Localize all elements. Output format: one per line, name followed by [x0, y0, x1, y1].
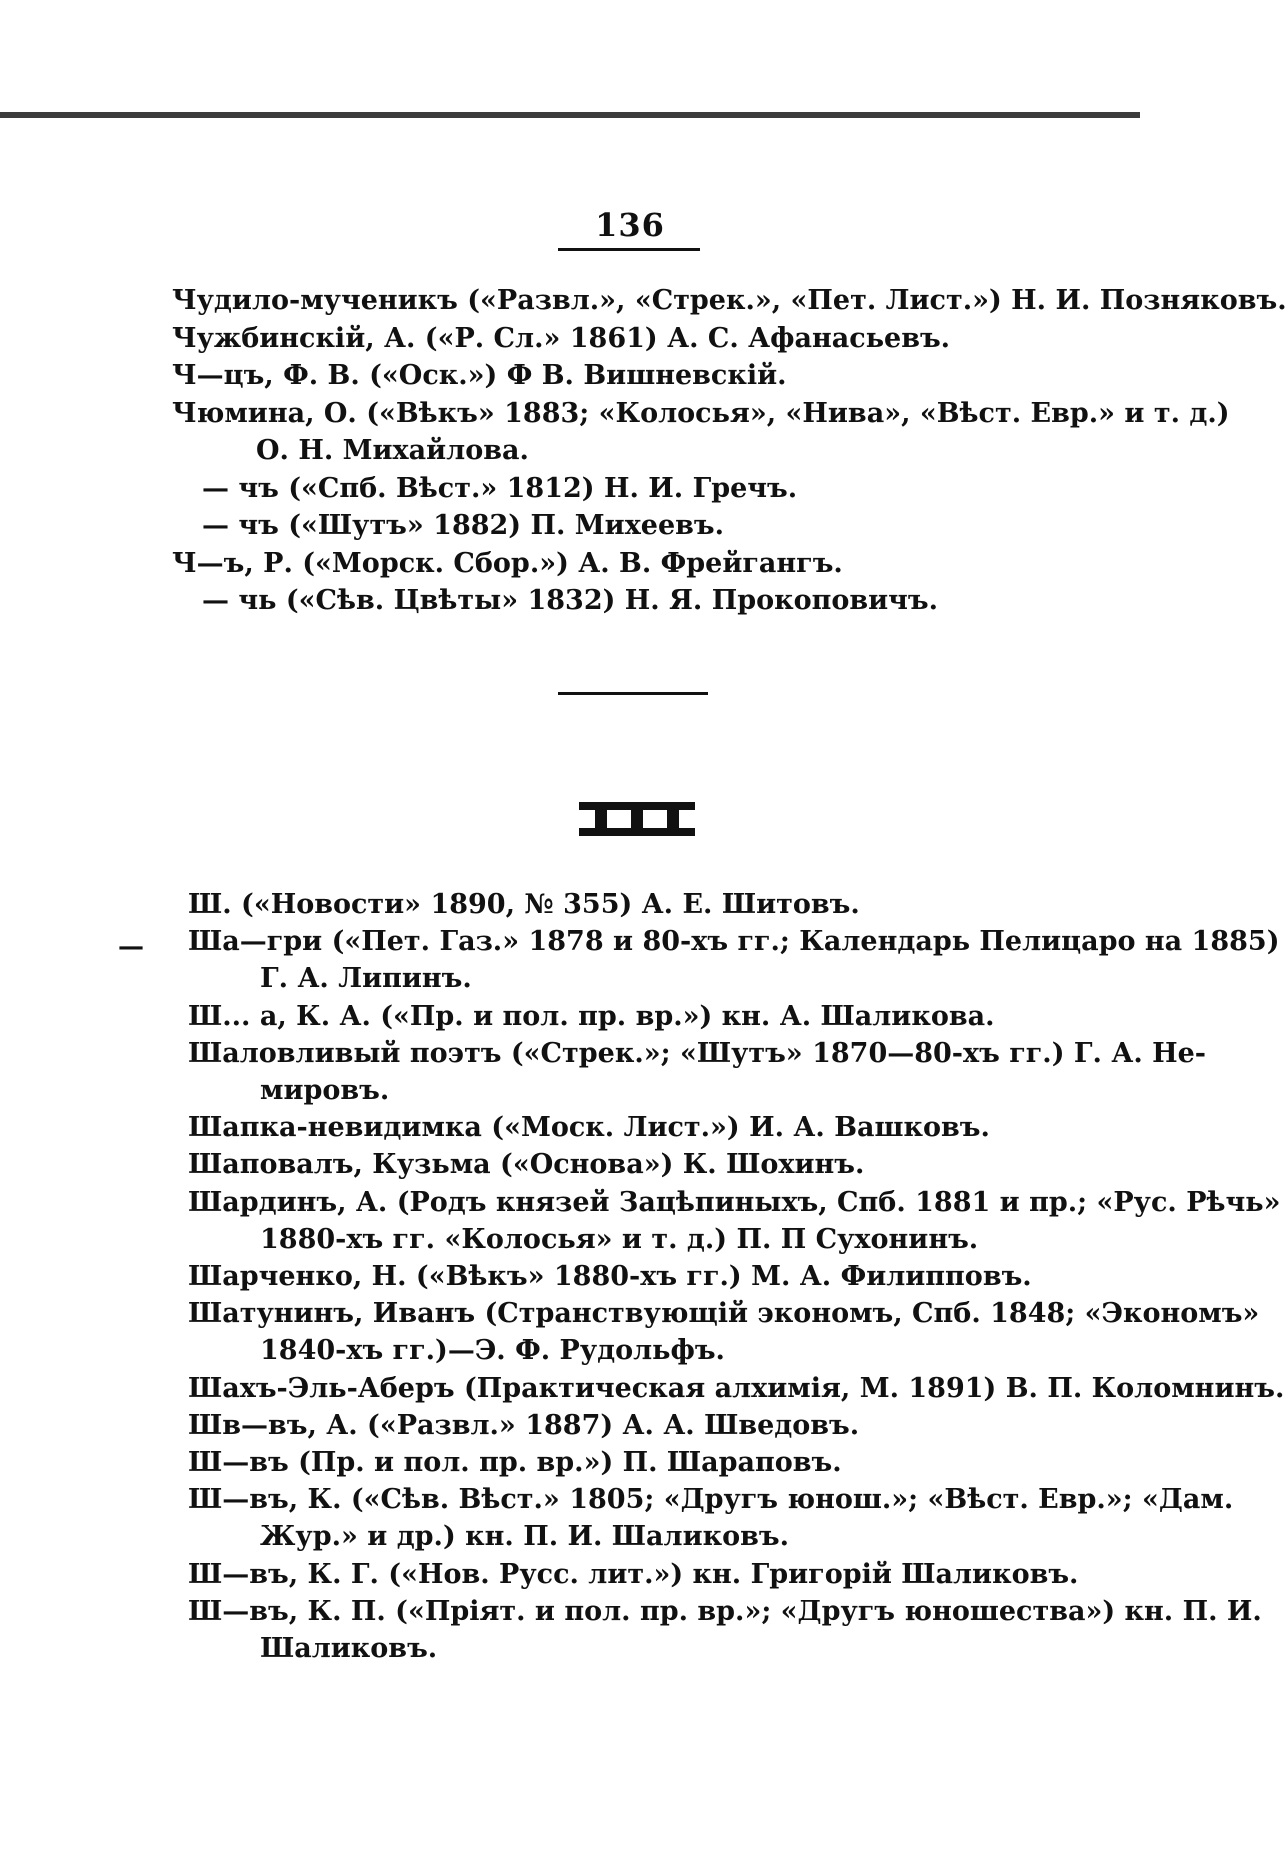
entries-section-sha: [188, 886, 1285, 1667]
entry-line: Шв—въ, А. («Развл.» 1887) А. А. Шведовъ.: [188, 1409, 860, 1441]
entry-line: Ш—въ, К. П. («Пріят. и пол. пр. вр.»; «Другъ юношества») кн. П. И.: [188, 1595, 1262, 1627]
entry-line: 1840-хъ гг.)—Э. Ф. Рудольфъ.: [260, 1335, 725, 1367]
entry-line: Ша—гри («Пет. Газ.» 1878 и 80-хъ гг.; Календарь Пелицаро на 1885): [188, 926, 1280, 958]
entry-line: Жур.» и др.) кн. П. И. Шаликовъ.: [260, 1521, 789, 1553]
page-number-rule: [558, 248, 700, 251]
entries-section-ch: [172, 282, 1287, 620]
entry-line: Ч—ъ, Р. («Морск. Сбор.») А. В. Фрейгангъ.: [172, 547, 843, 579]
section-divider-rule: [558, 692, 708, 695]
top-border-rule: [0, 112, 1140, 118]
entry-line: Ч—цъ, Ф. В. («Оск.») Ф В. Вишневскій.: [172, 360, 787, 391]
entry-line: — чъ («Шутъ» 1882) П. Михеевъ.: [202, 510, 725, 541]
entry-line: — чь («Сѣв. Цвѣты» 1832) Н. Я. Прокоповичъ.: [202, 585, 939, 616]
entry-line: Ш... а, К. А. («Пр. и пол. пр. вр.») кн. А. Шаликова.: [188, 1000, 995, 1032]
entry-line: Чудило-мученикъ («Развл.», «Стрек.», «Пет. Лист.») Н. И. Позняковъ.: [172, 285, 1287, 316]
entry-line: Шарченко, Н. («Вѣкъ» 1880-хъ гг.) М. А. Филипповъ.: [188, 1261, 1032, 1293]
entry-line: мировъ.: [260, 1075, 390, 1107]
entry-line: Шаповалъ, Кузьма («Основа») К. Шохинъ.: [188, 1149, 865, 1181]
entry-line: Чюмина, О. («Вѣкъ» 1883; «Колосья», «Нива», «Вѣст. Евр.» и т. д.): [172, 397, 1230, 429]
entry-line: Ш—въ, К. Г. («Нов. Русс. лит.») кн. Григорій Шаликовъ.: [188, 1558, 1079, 1590]
margin-mark: —: [118, 932, 144, 962]
entry-line: Ш—въ (Пр. и пол. пр. вр.») П. Шараповъ.: [188, 1447, 842, 1479]
entry-line: Ш. («Новости» 1890, № 355) А. Е. Шитовъ.: [188, 889, 860, 920]
section-letter-sha-ornament: [577, 800, 697, 838]
entry-line: Шатунинъ, Иванъ (Странствующій экономъ, Спб. 1848; «Экономъ»: [188, 1298, 1260, 1330]
entry-line: Шахъ-Эль-Аберъ (Практическая алхимія, М. 1891) В. П. Коломнинъ.: [188, 1372, 1285, 1404]
entry-line: 1880-хъ гг. «Колосья» и т. д.) П. П Сухонинъ.: [260, 1223, 979, 1255]
entry-line: Шаликовъ.: [260, 1633, 438, 1665]
page-number: 136: [595, 206, 665, 244]
entry-line: — чъ («Спб. Вѣст.» 1812) Н. И. Гречъ.: [202, 472, 798, 504]
entry-line: Ш—въ, К. («Сѣв. Вѣст.» 1805; «Другъ юнош.»; «Вѣст. Евр.»; «Дам.: [188, 1484, 1234, 1516]
entry-line: О. Н. Михайлова.: [256, 435, 529, 466]
entry-line: Г. А. Липинъ.: [260, 963, 472, 995]
entry-line: Чужбинскій, А. («Р. Сл.» 1861) А. С. Афанасьевъ.: [172, 322, 951, 354]
entry-line: Шардинъ, А. (Родъ князей Зацѣпиныхъ, Спб. 1881 и пр.; «Рус. Рѣчь»: [188, 1186, 1281, 1218]
entry-line: Шапка-невидимка («Моск. Лист.») И. А. Вашковъ.: [188, 1112, 990, 1144]
entry-line: Шаловливый поэтъ («Стрек.»; «Шутъ» 1870—80-хъ гг.) Г. А. Не-: [188, 1037, 1207, 1069]
